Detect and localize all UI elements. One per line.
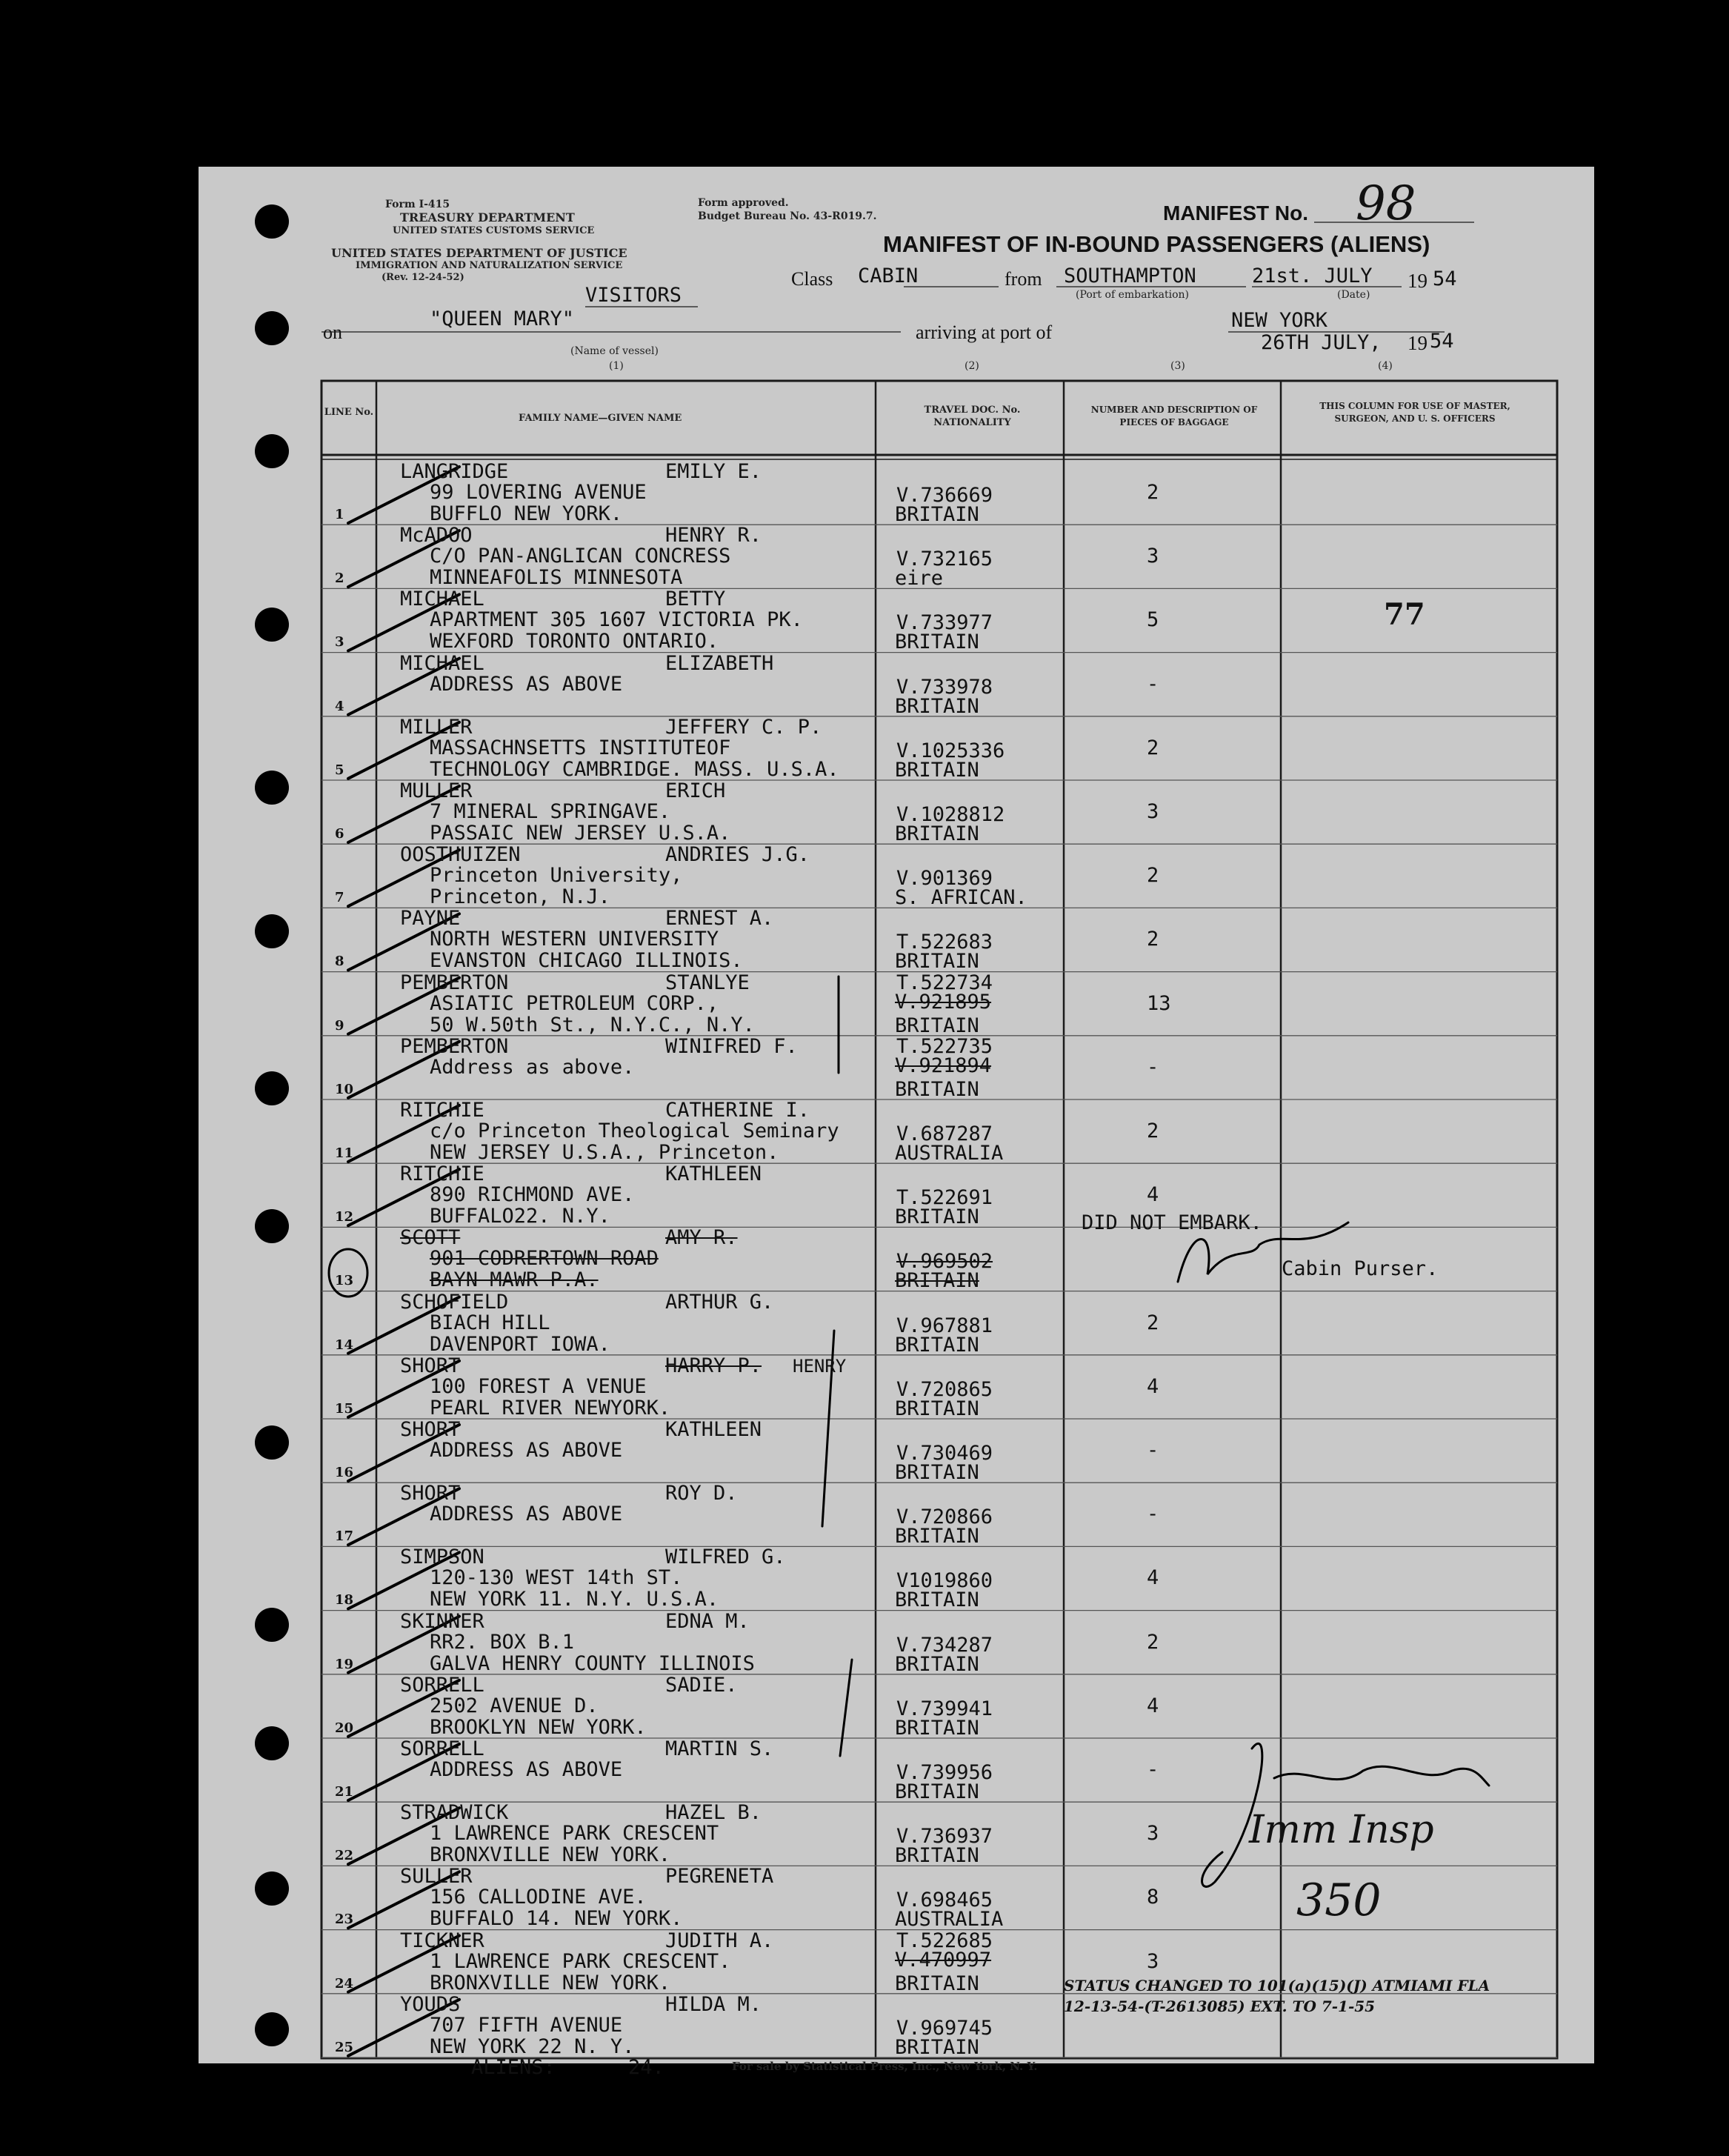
travel-doc-number: V.901369 bbox=[896, 867, 993, 891]
passenger-family-name: STRADWICK bbox=[400, 1801, 509, 1825]
passenger-address-line: APARTMENT 305 1607 VICTORIA PK. bbox=[430, 608, 803, 632]
passenger-family-name: RITCHIE bbox=[400, 1162, 484, 1186]
baggage-count: 2 bbox=[1147, 864, 1159, 888]
travel-doc-number: T.522683 bbox=[896, 931, 993, 954]
row-line-number: 20 bbox=[335, 1720, 354, 1736]
passenger-address-line: ADDRESS AS ABOVE bbox=[430, 1503, 623, 1526]
row-line-number: 5 bbox=[335, 762, 344, 778]
passenger-given-name: SADIE. bbox=[665, 1673, 738, 1697]
col-num-2: (2) bbox=[965, 360, 979, 372]
nationality: S. AFRICAN. bbox=[895, 886, 1027, 910]
travel-doc-number: V.732165 bbox=[896, 548, 993, 571]
passenger-given-name: JEFFERY C. P. bbox=[665, 715, 822, 739]
baggage-count: 2 bbox=[1147, 928, 1159, 951]
passenger-given-name: ANDRIES J.G. bbox=[665, 843, 810, 867]
nationality: AUSTRALIA bbox=[895, 1908, 1004, 1932]
passenger-given-name: HILDA M. bbox=[665, 1992, 762, 2016]
passenger-address-line: GALVA HENRY COUNTY ILLINOIS bbox=[430, 1651, 755, 1675]
passenger-address-line: BUFFALO22. N.Y. bbox=[430, 1205, 610, 1228]
col-header-baggage: NUMBER AND DESCRIPTION OF PIECES OF BAGGAGE bbox=[1090, 405, 1258, 427]
baggage-count: 8 bbox=[1147, 1886, 1159, 1909]
row-line-number: 14 bbox=[335, 1337, 354, 1353]
passenger-address-line: Princeton, N.J. bbox=[430, 885, 610, 909]
baggage-count: - bbox=[1147, 672, 1159, 696]
passenger-address-line: ADDRESS AS ABOVE bbox=[430, 1439, 623, 1462]
travel-doc-number: V.720866 bbox=[896, 1505, 993, 1529]
baggage-count: - bbox=[1147, 1503, 1159, 1526]
baggage-count: 3 bbox=[1147, 545, 1159, 568]
passenger-family-name: SHORT bbox=[400, 1482, 461, 1505]
passenger-given-name: PEGRENETA bbox=[665, 1865, 774, 1889]
passenger-given-name: BETTY bbox=[665, 588, 726, 611]
travel-doc-number: V.1028812 bbox=[896, 803, 1005, 826]
travel-doc-number: V.969745 bbox=[896, 2016, 993, 2040]
port-embarkation-caption: (Port of embarkation) bbox=[1076, 289, 1189, 301]
passenger-address-line: WEXFORD TORONTO ONTARIO. bbox=[430, 630, 719, 653]
passenger-address-line: NEW YORK 22 N. Y. bbox=[430, 2034, 635, 2058]
nationality: BRITAIN bbox=[895, 1014, 979, 1037]
passenger-address-line: 120-130 WEST 14th ST. bbox=[430, 1566, 683, 1590]
nationality: BRITAIN bbox=[895, 758, 979, 782]
date-caption: (Date) bbox=[1337, 289, 1370, 301]
row-line-number: 10 bbox=[335, 1081, 354, 1097]
passenger-family-name: SCHOFIELD bbox=[400, 1290, 509, 1314]
passenger-family-name: OOSTHUIZEN bbox=[400, 843, 521, 867]
baggage-count: 4 bbox=[1147, 1374, 1159, 1398]
passenger-family-name: PAYNE bbox=[400, 907, 461, 931]
nationality: BRITAIN bbox=[895, 1652, 979, 1676]
passenger-address-line: 100 FOREST A VENUE bbox=[430, 1374, 647, 1398]
nationality: BRITAIN bbox=[895, 1780, 979, 1803]
visitors-label: VISITORS bbox=[585, 284, 682, 307]
row-line-number: 4 bbox=[335, 698, 344, 714]
passenger-address-line: DAVENPORT IOWA. bbox=[430, 1332, 610, 1356]
row-line-number: 23 bbox=[335, 1912, 354, 1928]
passenger-address-line: BRONXVILLE NEW YORK. bbox=[430, 1843, 671, 1867]
nationality: BRITAIN bbox=[895, 1397, 979, 1420]
passenger-address-line: TECHNOLOGY CAMBRIDGE. MASS. U.S.A. bbox=[430, 757, 839, 781]
travel-doc-number-struck: V.921894 bbox=[895, 1054, 992, 1077]
nationality: BRITAIN bbox=[895, 631, 979, 654]
travel-doc-number-struck: V.470997 bbox=[895, 1948, 992, 1972]
passenger-address-line: ADDRESS AS ABOVE bbox=[430, 1758, 623, 1781]
travel-doc-number: V.969502 bbox=[896, 1250, 993, 1274]
travel-doc-number: V.1025336 bbox=[896, 739, 1005, 762]
status-change-note-1: STATUS CHANGED TO 101(a)(15)(J) ATMIAMI FLA bbox=[1064, 1977, 1490, 1994]
passenger-address-line: BRONXVILLE NEW YORK. bbox=[430, 1971, 671, 1994]
on-label: on bbox=[323, 322, 342, 343]
row-line-number: 13 bbox=[335, 1273, 354, 1289]
travel-doc-number: V.736937 bbox=[896, 1825, 993, 1849]
nationality: BRITAIN bbox=[895, 1269, 979, 1293]
passenger-given-name-struck: HARRY P. bbox=[665, 1354, 762, 1377]
passenger-address-line: RR2. BOX B.1 bbox=[430, 1630, 575, 1654]
passenger-given-name: KATHLEEN bbox=[665, 1418, 762, 1441]
manifest-number: 98 bbox=[1356, 176, 1416, 231]
row-line-number: 21 bbox=[335, 1784, 354, 1800]
passenger-given-name: ERICH bbox=[665, 779, 726, 802]
passenger-address-line: 901 CODRERTOWN ROAD bbox=[430, 1247, 659, 1271]
ins-title: IMMIGRATION AND NATURALIZATION SERVICE bbox=[356, 260, 623, 271]
passenger-address-line: NEW JERSEY U.S.A., Princeton. bbox=[430, 1141, 779, 1164]
passenger-given-name: WILFRED G. bbox=[665, 1546, 786, 1569]
passenger-address-line: BIACH HILL bbox=[430, 1311, 550, 1334]
baggage-count: 5 bbox=[1147, 608, 1159, 632]
passenger-address-line: 156 CALLODINE AVE. bbox=[430, 1886, 647, 1909]
aliens-label: ALIENS: bbox=[471, 2056, 556, 2079]
passenger-address-line: ASIATIC PETROLEUM CORP., bbox=[430, 991, 719, 1015]
passenger-address-line: Address as above. bbox=[430, 1055, 635, 1079]
passenger-family-name: McADOO bbox=[400, 524, 473, 548]
did-not-embark-note: DID NOT EMBARK. bbox=[1082, 1211, 1262, 1234]
passenger-family-name: SULLER bbox=[400, 1865, 473, 1889]
baggage-count: 2 bbox=[1147, 1630, 1159, 1654]
port-embarkation: SOUTHAMPTON bbox=[1064, 264, 1196, 287]
doj-title: UNITED STATES DEPARTMENT OF JUSTICE bbox=[331, 246, 627, 260]
vessel-caption: (Name of vessel) bbox=[570, 345, 659, 357]
passenger-address-line: PEARL RIVER NEWYORK. bbox=[430, 1396, 671, 1420]
passenger-family-name: SHORT bbox=[400, 1418, 461, 1441]
baggage-count: 2 bbox=[1147, 481, 1159, 504]
row-line-number: 15 bbox=[335, 1400, 354, 1417]
passenger-address-line: EVANSTON CHICAGO ILLINOIS. bbox=[430, 949, 743, 973]
passenger-family-name: YOUDS bbox=[400, 1992, 461, 2016]
passenger-given-name: EDNA M. bbox=[665, 1609, 750, 1633]
passenger-address-line: 890 RICHMOND AVE. bbox=[430, 1183, 635, 1207]
passenger-given-name: WINIFRED F. bbox=[665, 1034, 798, 1058]
passenger-given-name: EMILY E. bbox=[665, 460, 762, 483]
baggage-count: 3 bbox=[1147, 1949, 1159, 1973]
passenger-given-name: HENRY bbox=[793, 1355, 847, 1377]
row-line-number: 9 bbox=[335, 1017, 344, 1034]
passenger-address-line: c/o Princeton Theological Seminary bbox=[430, 1119, 839, 1142]
arriving-label: arriving at port of bbox=[916, 322, 1053, 343]
travel-doc-number: T.522685 bbox=[896, 1929, 993, 1952]
row-line-number: 1 bbox=[335, 507, 344, 522]
baggage-count: 4 bbox=[1147, 1694, 1159, 1717]
manifest-title: MANIFEST OF IN-BOUND PASSENGERS (ALIENS) bbox=[883, 231, 1430, 257]
inspector-title: Imm Insp bbox=[1249, 1808, 1434, 1852]
passenger-address-line: 7 MINERAL SPRINGAVE. bbox=[430, 800, 671, 823]
row-line-number: 2 bbox=[335, 570, 344, 587]
baggage-count: 3 bbox=[1147, 800, 1159, 823]
travel-doc-number: V.687287 bbox=[896, 1122, 993, 1145]
passenger-address-line: BAYN MAWR P.A. bbox=[430, 1268, 599, 1292]
passenger-given-name: STANLYE bbox=[665, 971, 750, 994]
row-line-number: 11 bbox=[335, 1145, 354, 1161]
travel-doc-number: T.522734 bbox=[896, 971, 993, 994]
arrival-port: NEW YORK bbox=[1231, 309, 1328, 332]
passenger-family-name: PEMBERTON bbox=[400, 1034, 509, 1058]
passenger-address-line: 1 LAWRENCE PARK CRESCENT. bbox=[430, 1949, 731, 1973]
passenger-family-name: TICKNER bbox=[400, 1929, 484, 1952]
passenger-given-name: JUDITH A. bbox=[665, 1929, 774, 1952]
travel-doc-number: T.522691 bbox=[896, 1186, 993, 1210]
passenger-address-line: 707 FIFTH AVENUE bbox=[430, 2013, 623, 2037]
nationality: BRITAIN bbox=[895, 1972, 979, 1995]
passenger-family-name: MICHAEL bbox=[400, 588, 484, 611]
vessel-name: "QUEEN MARY" bbox=[430, 307, 575, 330]
form-approved: Form approved. bbox=[698, 197, 789, 209]
passenger-address-line: 2502 AVENUE D. bbox=[430, 1694, 599, 1717]
nationality: eire bbox=[895, 567, 944, 590]
rev-date: (Rev. 12-24-52) bbox=[382, 272, 464, 283]
nationality: BRITAIN bbox=[895, 1844, 979, 1868]
status-change-note-2: 12-13-54-(T-2613085) EXT. TO 7-1-55 bbox=[1064, 1997, 1376, 2015]
arrival-date: 26TH JULY, bbox=[1261, 331, 1382, 354]
passenger-family-name: SKINNER bbox=[400, 1609, 484, 1633]
nationality: BRITAIN bbox=[895, 2035, 979, 2059]
passenger-family-name: MICHAEL bbox=[400, 651, 484, 675]
nationality: AUSTRALIA bbox=[895, 1142, 1004, 1165]
passenger-address-line: MASSACHNSETTS INSTITUTEOF bbox=[430, 736, 731, 759]
row-line-number: 17 bbox=[335, 1528, 354, 1545]
treasury-department: TREASURY DEPARTMENT bbox=[400, 210, 575, 224]
passenger-address-line: BROOKLYN NEW YORK. bbox=[430, 1715, 647, 1739]
passenger-family-name: MULLER bbox=[400, 779, 473, 802]
cabin-purser-note: Cabin Purser. bbox=[1282, 1257, 1439, 1280]
passenger-address-line: PASSAIC NEW JERSEY U.S.A. bbox=[430, 822, 731, 845]
officer-note-row3: 77 bbox=[1384, 597, 1425, 632]
travel-doc-number: T.522735 bbox=[896, 1034, 993, 1058]
travel-doc-number: V.730469 bbox=[896, 1442, 993, 1465]
baggage-count: 2 bbox=[1147, 1119, 1159, 1142]
passenger-address-line: BUFFLO NEW YORK. bbox=[430, 502, 623, 525]
passenger-given-name: ELIZABETH bbox=[665, 651, 774, 675]
travel-doc-number: V.739956 bbox=[896, 1761, 993, 1784]
row-line-number: 6 bbox=[335, 826, 344, 842]
travel-doc-number: V.736669 bbox=[896, 484, 993, 507]
nationality: BRITAIN bbox=[895, 950, 979, 974]
class-label: Class bbox=[791, 268, 833, 290]
nationality: BRITAIN bbox=[895, 1716, 979, 1740]
passenger-family-name: RITCHIE bbox=[400, 1099, 484, 1122]
passenger-family-name: SORRELL bbox=[400, 1737, 484, 1760]
passenger-family-name: SIMPSON bbox=[400, 1546, 484, 1569]
passenger-address-line: 50 W.50th St., N.Y.C., N.Y. bbox=[430, 1013, 755, 1037]
nationality: BRITAIN bbox=[895, 1588, 979, 1612]
departure-date: 21st. JULY bbox=[1252, 264, 1373, 287]
baggage-count: 2 bbox=[1147, 1311, 1159, 1334]
arrival-year-prefix: 19 bbox=[1407, 332, 1427, 354]
inspector-number: 350 bbox=[1296, 1874, 1382, 1926]
nationality: BRITAIN bbox=[895, 1333, 979, 1357]
baggage-count: 13 bbox=[1147, 991, 1171, 1015]
row-line-number: 3 bbox=[335, 634, 344, 651]
travel-doc-number: V.698465 bbox=[896, 1889, 993, 1912]
row-line-number: 7 bbox=[335, 890, 344, 906]
arrival-year: 54 bbox=[1430, 330, 1454, 353]
travel-doc-number: V.720865 bbox=[896, 1377, 993, 1401]
passenger-given-name: ARTHUR G. bbox=[665, 1290, 774, 1314]
passenger-given-name: ERNEST A. bbox=[665, 907, 774, 931]
baggage-count: 2 bbox=[1147, 736, 1159, 759]
row-line-number: 19 bbox=[335, 1656, 354, 1672]
from-label: from bbox=[1005, 268, 1042, 290]
passenger-address-line: BUFFALO 14. NEW YORK. bbox=[430, 1907, 683, 1931]
row-line-number: 12 bbox=[335, 1209, 354, 1225]
passenger-family-name: SORRELL bbox=[400, 1673, 484, 1697]
nationality: BRITAIN bbox=[895, 1077, 979, 1101]
budget-bureau: Budget Bureau No. 43-R019.7. bbox=[698, 210, 877, 222]
aliens-count: 24. bbox=[628, 2056, 664, 2079]
passenger-given-name: CATHERINE I. bbox=[665, 1099, 810, 1122]
class-value: CABIN bbox=[858, 264, 919, 287]
nationality: BRITAIN bbox=[895, 694, 979, 718]
row-line-number: 22 bbox=[335, 1848, 354, 1864]
travel-doc-number-struck: V.921895 bbox=[895, 990, 992, 1014]
baggage-count: - bbox=[1147, 1758, 1159, 1781]
nationality: BRITAIN bbox=[895, 503, 979, 526]
passenger-address-line: NORTH WESTERN UNIVERSITY bbox=[430, 928, 719, 951]
nationality: BRITAIN bbox=[895, 1205, 979, 1229]
passenger-address-line: 1 LAWRENCE PARK CRESCENT bbox=[430, 1822, 719, 1846]
departure-year: 54 bbox=[1433, 267, 1457, 290]
travel-doc-number: V1019860 bbox=[896, 1569, 993, 1593]
printer-line: For sale by Statistical Press, Inc., New York, N. Y. bbox=[732, 2060, 1038, 2073]
col-header-line: LINE No. bbox=[324, 407, 374, 418]
passenger-family-name: LANGRIDGE bbox=[400, 460, 509, 483]
baggage-count: 3 bbox=[1147, 1822, 1159, 1846]
passenger-given-name: HENRY R. bbox=[665, 524, 762, 548]
passenger-address-line: ADDRESS AS ABOVE bbox=[430, 672, 623, 696]
baggage-count: 4 bbox=[1147, 1183, 1159, 1207]
manifest-label: MANIFEST No. bbox=[1163, 202, 1308, 224]
col-header-officers: THIS COLUMN FOR USE OF MASTER, SURGEON, AND U. S. OFFICERS bbox=[1319, 401, 1510, 424]
passenger-given-name: KATHLEEN bbox=[665, 1162, 762, 1186]
passenger-family-name: SHORT bbox=[400, 1354, 461, 1377]
customs-service: UNITED STATES CUSTOMS SERVICE bbox=[393, 225, 595, 236]
col-num-1: (1) bbox=[609, 360, 624, 372]
nationality: BRITAIN bbox=[895, 1525, 979, 1548]
row-line-number: 24 bbox=[335, 1975, 354, 1992]
nationality: BRITAIN bbox=[895, 822, 979, 845]
col-num-3: (3) bbox=[1170, 360, 1185, 372]
departure-year-prefix: 19 bbox=[1407, 270, 1427, 292]
travel-doc-number: V.733977 bbox=[896, 611, 993, 635]
passenger-address-line: Princeton University, bbox=[430, 864, 683, 888]
passenger-family-name: PEMBERTON bbox=[400, 971, 509, 994]
nationality: BRITAIN bbox=[895, 1461, 979, 1484]
passenger-address-line: C/O PAN-ANGLICAN CONCRESS bbox=[430, 545, 731, 568]
travel-doc-number: V.734287 bbox=[896, 1633, 993, 1657]
row-line-number: 8 bbox=[335, 954, 344, 970]
passenger-address-line: 99 LOVERING AVENUE bbox=[430, 481, 647, 504]
passenger-given-name: AMY R. bbox=[665, 1226, 738, 1250]
passenger-given-name: MARTIN S. bbox=[665, 1737, 774, 1760]
passenger-family-name: SCOTT bbox=[400, 1226, 461, 1250]
travel-doc-number: V.739941 bbox=[896, 1697, 993, 1720]
baggage-count: - bbox=[1147, 1439, 1159, 1462]
row-line-number: 25 bbox=[335, 2039, 354, 2055]
form-number: Form I-415 bbox=[385, 199, 450, 210]
row-line-number: 18 bbox=[335, 1592, 354, 1608]
baggage-count: 4 bbox=[1147, 1566, 1159, 1590]
travel-doc-number: V.967881 bbox=[896, 1314, 993, 1337]
passenger-given-name: ROY D. bbox=[665, 1482, 738, 1505]
passenger-family-name: MILLER bbox=[400, 715, 473, 739]
passenger-address-line: NEW YORK 11. N.Y. U.S.A. bbox=[430, 1588, 719, 1611]
col-header-name: FAMILY NAME—GIVEN NAME bbox=[519, 413, 682, 424]
passenger-given-name: HAZEL B. bbox=[665, 1801, 762, 1825]
row-line-number: 16 bbox=[335, 1465, 354, 1480]
travel-doc-number: V.733978 bbox=[896, 675, 993, 699]
passenger-address-line: MINNEAFOLIS MINNESOTA bbox=[430, 566, 683, 590]
baggage-count: - bbox=[1147, 1055, 1159, 1079]
col-num-4: (4) bbox=[1378, 360, 1393, 372]
col-header-travel-doc: TRAVEL DOC. No. NATIONALITY bbox=[924, 405, 1021, 428]
